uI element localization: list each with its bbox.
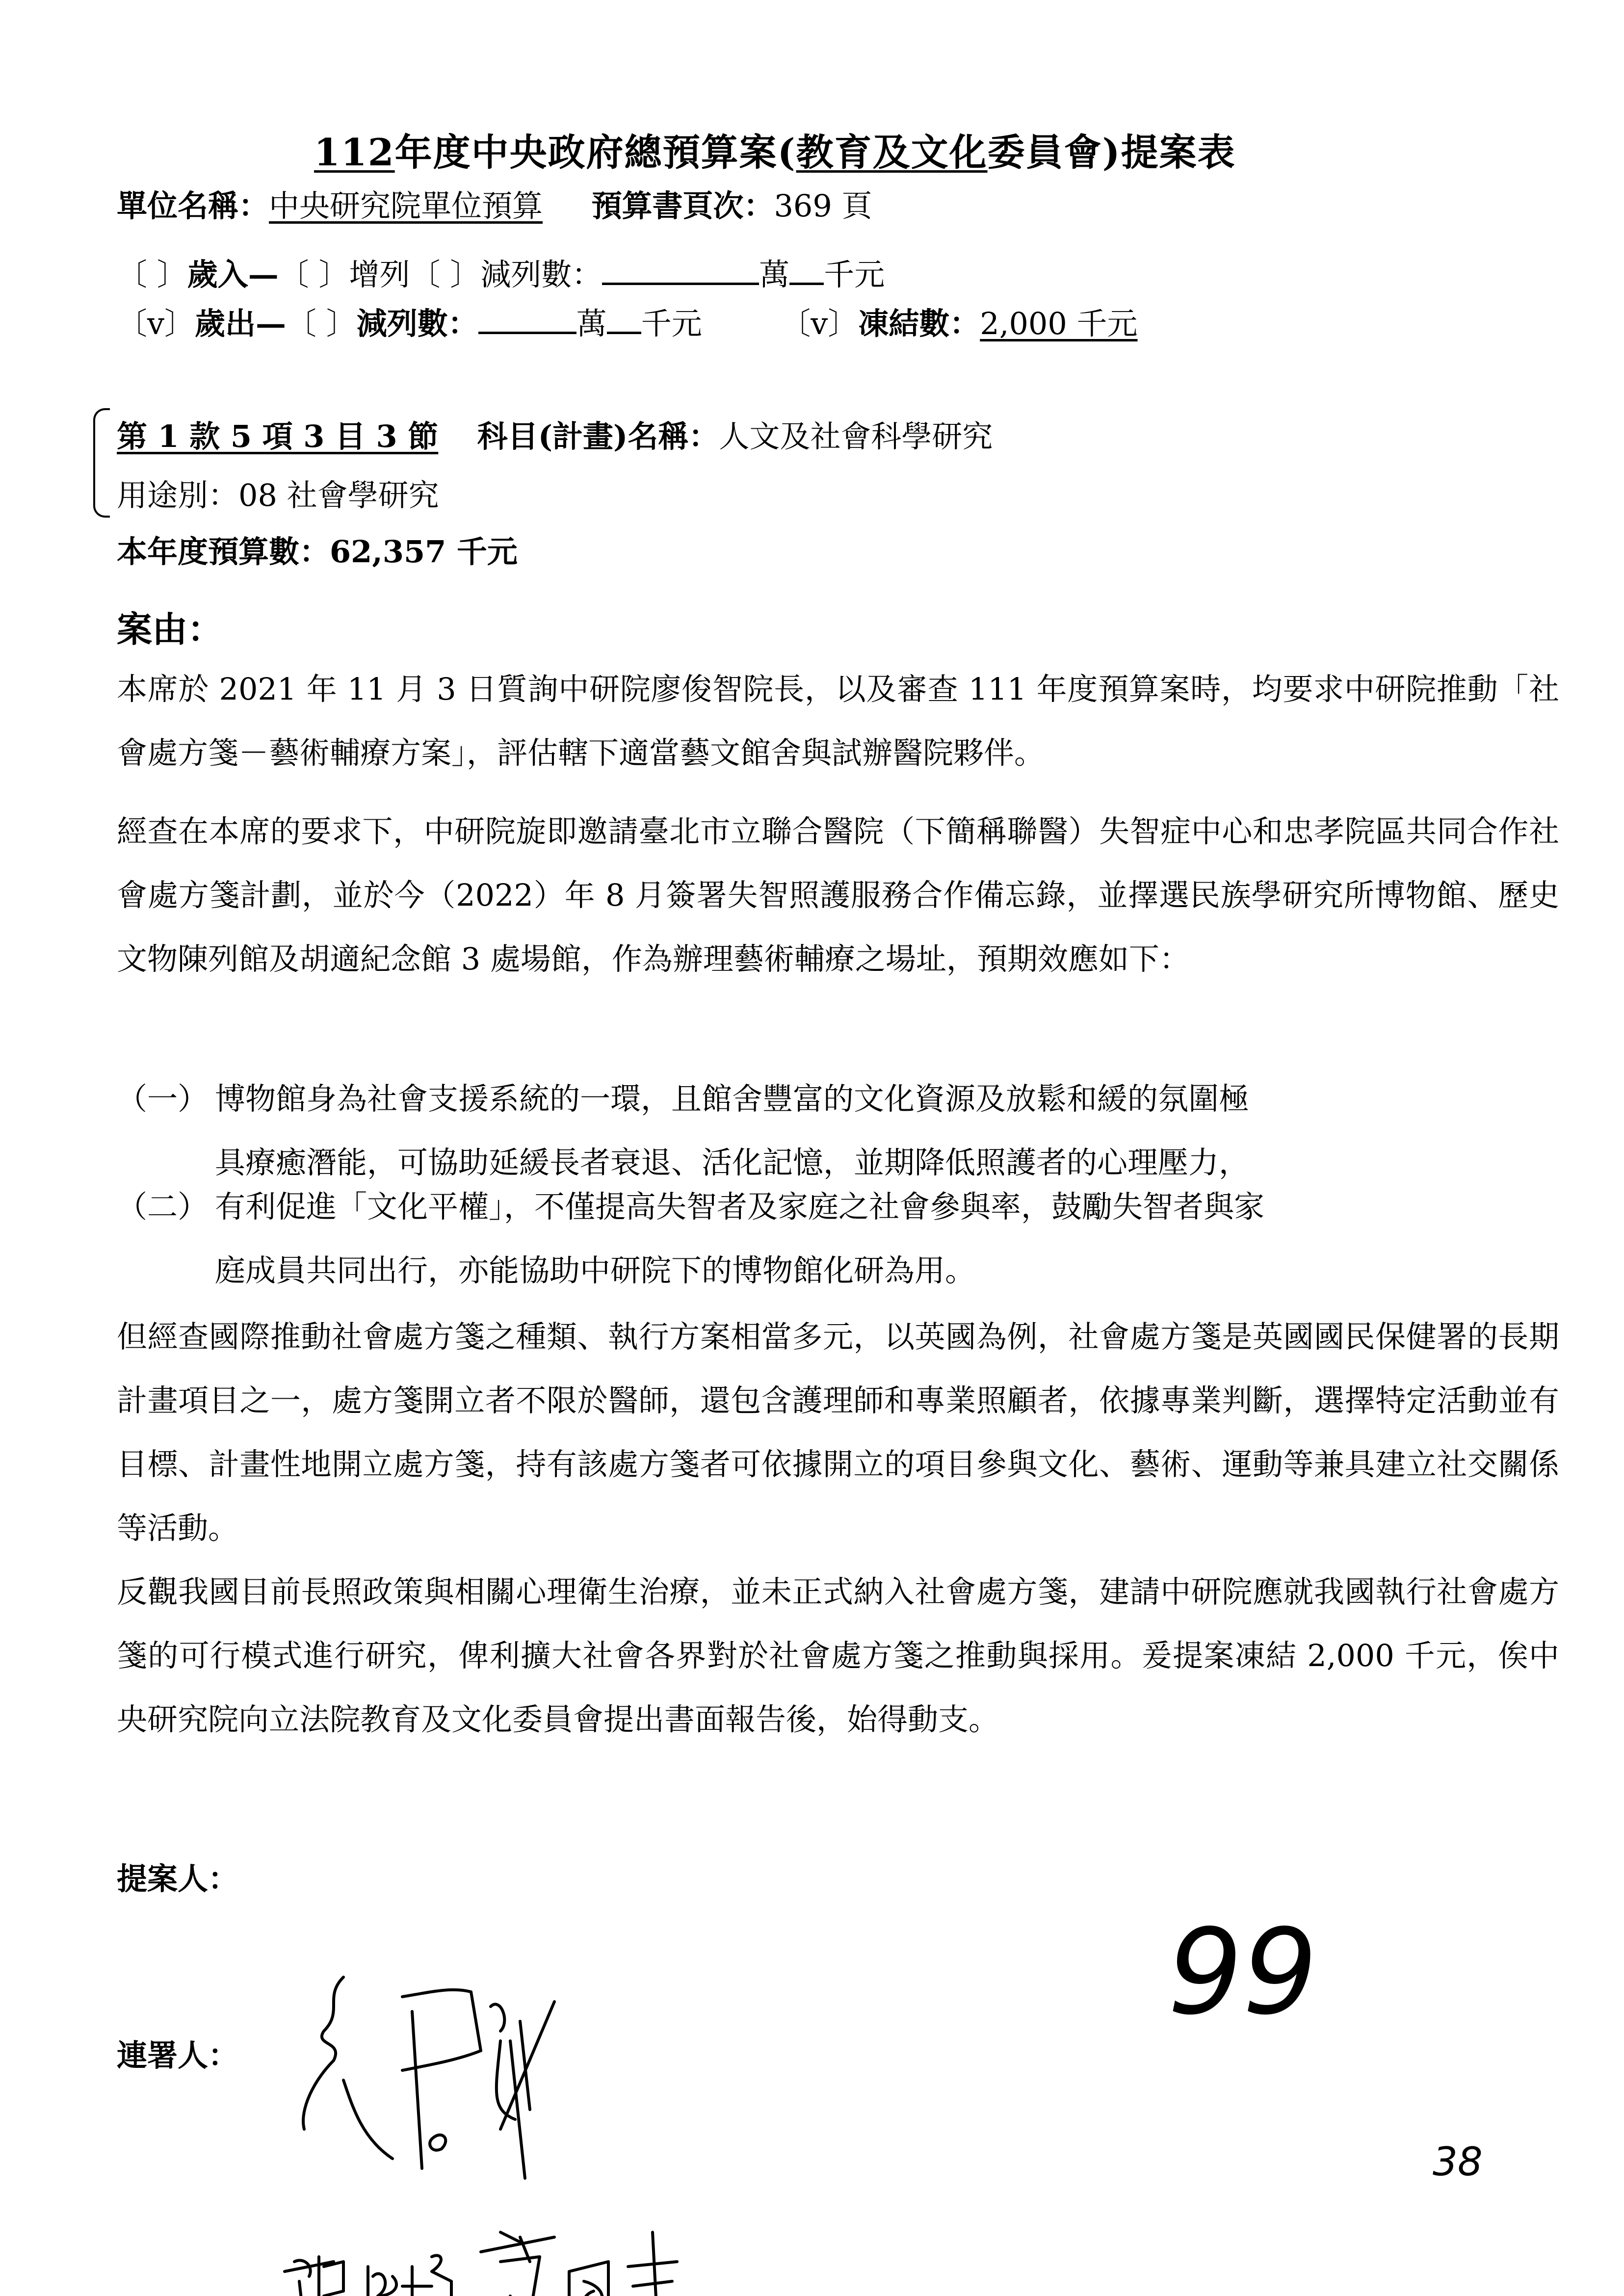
exp-thousand-blank[interactable]	[607, 327, 641, 334]
handwritten-number: 99	[1168, 1904, 1318, 2041]
proposer-label: 提案人：	[117, 1861, 239, 1897]
list-text-line2: 庭成員共同出行，亦能協助中研院下的博物館化研為用。	[215, 1252, 976, 1288]
decrease-label: 減列數：	[480, 257, 602, 292]
page-value: 369 頁	[774, 188, 872, 224]
paragraph-3: 但經查國際推動社會處方箋之種類、執行方案相當多元，以英國為例，社會處方箋是英國國民保健署的長期計畫項目之一，處方箋開立者不限於醫師，還包含護理師和專業照顧者，依據專業判斷，選擇特定活動並有目標、計畫性地開立處方箋，持有該處方箋者可依據開立的項目參與文化、藝術、運動等兼具建立社交關係等活動。	[117, 1319, 1559, 1546]
revenue-row	[117, 250, 885, 294]
unit-label: 單位名稱：	[117, 188, 269, 224]
unit-value: 中央研究院單位預算	[269, 188, 543, 224]
usage-line	[117, 471, 439, 515]
exp-thousand-label: 千元	[641, 306, 702, 341]
subject-bracket	[93, 408, 110, 518]
revenue-label: 歲入—	[187, 257, 279, 292]
list-item-2	[117, 1175, 1559, 1303]
title-middle: 年度中央政府總預算案(	[394, 130, 796, 174]
paragraph-4: 反觀我國目前長照政策與相關心理衛生治療，並未正式納入社會處方箋，建請中研院應就我國執行社會處方箋的可行模式進行研究，俾利擴大社會各界對於社會處方箋之推動與採用。爰提案凍結 2,000 千元，俟中央研究院向立法院教育及文化委員會提出書面報告後，始得動支。	[117, 1574, 1559, 1737]
subject-value: 人文及社會科學研究	[719, 418, 993, 454]
cosigner-signature-2	[137, 1766, 138, 1767]
expenditure-checkbox[interactable]: 〔v〕	[117, 306, 195, 341]
usage-label: 用途別：	[117, 477, 239, 513]
title-committee: 教育及文化	[796, 130, 988, 174]
wan-blank[interactable]	[602, 278, 759, 285]
title-year: 112	[314, 130, 395, 174]
list-text-line2: 具療癒潛能，可協助延緩長者衰退、活化記憶，並期降低照護者的心理壓力，	[215, 1145, 1250, 1180]
expenditure-row	[117, 299, 1138, 343]
thousand-label: 千元	[824, 257, 885, 292]
unit-line	[117, 182, 872, 225]
increase-label: 增列	[349, 257, 410, 292]
freeze-value: 2,000 千元	[980, 306, 1138, 341]
budget-line	[117, 527, 518, 571]
exp-decrease-label: 減列數：	[356, 306, 478, 341]
paragraph-2: 經查在本席的要求下，中研院旋即邀請臺北市立聯合醫院（下簡稱聯醫）失智症中心和忠孝院區共同合作社會處方箋計劃，並於今（2022）年 8 月簽署失智照護服務合作備忘錄，並擇選民族學研究所博物館、歷史文物陳列館及胡適紀念館 3 處場館，作為辦理藝術輔療之場址，預期效應如下：	[117, 813, 1559, 977]
page-label: 預算書頁次：	[591, 188, 774, 224]
reason-heading: 案由：	[117, 608, 223, 650]
subject-code: 第 1 款 5 項 3 目 3 節	[117, 418, 439, 454]
list-number: （一）	[117, 1081, 209, 1117]
exp-decrease-checkbox[interactable]: 〔 〕	[286, 306, 357, 341]
decrease-checkbox[interactable]: 〔 〕	[410, 257, 481, 292]
budget-value: 62,357 千元	[330, 534, 518, 570]
title-end: 委員會)提案表	[987, 130, 1236, 174]
list-text-line1: 有利促進「文化平權」，不僅提高失智者及家庭之社會參與率，鼓勵失智者與家	[215, 1189, 1265, 1225]
revenue-checkbox[interactable]: 〔 〕	[117, 257, 187, 292]
list-number: （二）	[117, 1189, 209, 1225]
list-text-line1: 博物館身為社會支援系統的一環，且館舍豐富的文化資源及放鬆和緩的氛圍極	[215, 1081, 1250, 1117]
subject-label: 科目(計畫)名稱：	[477, 418, 719, 454]
wan-label: 萬	[759, 257, 790, 292]
subject-line	[117, 412, 993, 456]
budget-label: 本年度預算數：	[117, 534, 330, 570]
freeze-checkbox[interactable]: 〔v〕	[780, 306, 859, 341]
usage-value: 08 社會學研究	[238, 477, 439, 513]
document-title	[314, 123, 1236, 176]
freeze-label: 凍結數：	[858, 306, 980, 341]
increase-checkbox[interactable]: 〔 〕	[278, 257, 349, 292]
exp-wan-blank[interactable]	[478, 327, 576, 334]
page-number: 38	[1433, 2139, 1483, 2185]
exp-wan-label: 萬	[576, 306, 607, 341]
cosigner-label: 連署人：	[117, 2037, 239, 2073]
paragraph-1: 本席於 2021 年 11 月 3 日質詢中研院廖俊智院長，以及審查 111 年度預算案時，均要求中研院推動「社會處方箋－藝術輔療方案」，評估轄下適當藝文館舍與試辦醫院夥伴。	[117, 671, 1559, 771]
expenditure-label: 歲出—	[195, 306, 287, 341]
thousand-blank[interactable]	[789, 278, 824, 285]
